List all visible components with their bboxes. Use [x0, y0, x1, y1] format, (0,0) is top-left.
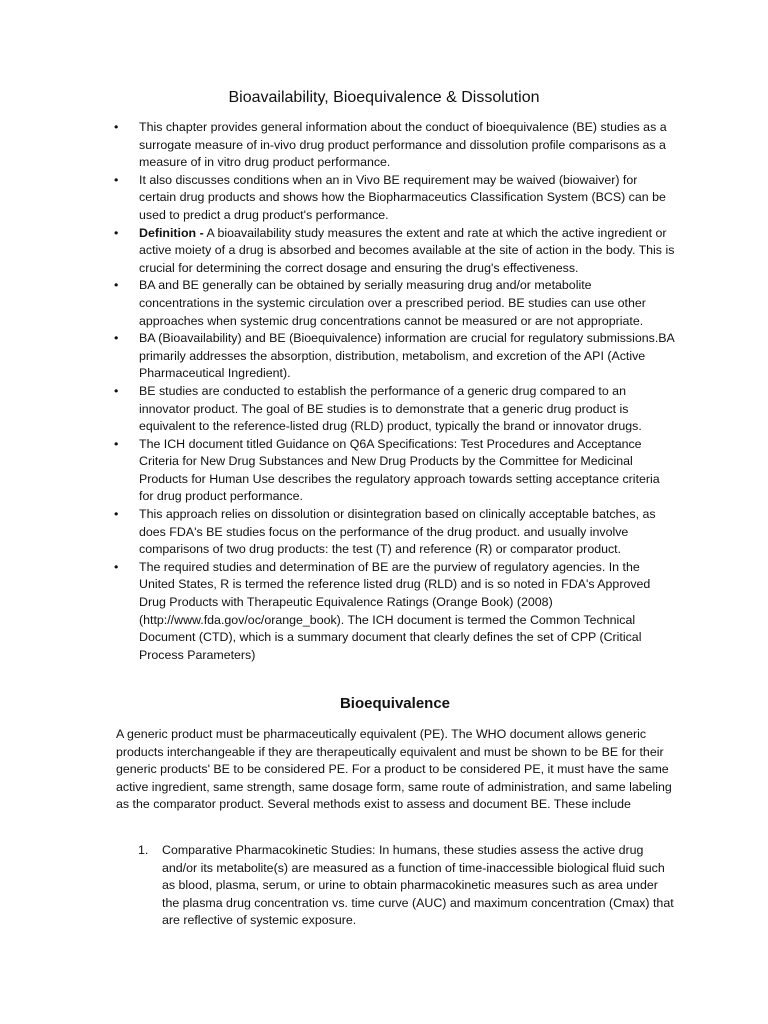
list-item-text: BE studies are conducted to establish the performance of a generic drug compared to an innovator product. The goal of BE studies is to demonstrate that a generic drug product is equivalent to the reference-listed drug (RLD) product, typically the brand or innovator drugs.	[139, 383, 642, 434]
list-item-text: A bioavailability study measures the extent and rate at which the active ingredient or active moiety of a drug is absorbed and becomes available at the site of action in the body. This is crucial for determining the correct dosage and ensuring the drug's effectiveness.	[139, 225, 675, 275]
bullet-icon: •	[114, 436, 119, 451]
list-item-text: It also discusses conditions when an in Vivo BE requirement may be waived (biowaiver) for certain drug products and shows how the Biopharmaceutics Classification System (BCS) can be used to predict a drug product's performance.	[139, 172, 666, 222]
bullet-icon: •	[114, 559, 119, 574]
list-item-text: This approach relies on dissolution or disintegration based on clinically acceptable batches, as does FDA's BE studies focus on the performance of the drug product. and usually involve comparisons of two drug products: the test (T) and reference (R) or comparator product.	[139, 507, 656, 557]
list-item-text: The required studies and determination of BE are the purview of regulatory agencies. In the United States, R is termed the reference listed drug (RLD) and is so noted in FDA's Approved Drug Products with Therapeutic Equivalence Ratings (Orange Book) (2008) (http://www.fda.gov/oc/orange_book). The ICH document is termed the Common Technical Document (CTD), which is a summary document that clearly defines the set of CPP (Critical Process Parameters)	[139, 559, 651, 662]
list-item-text: BA and BE generally can be obtained by serially measuring drug and/or metabolite concentrations in the systemic circulation over a prescribed period. BE studies can use other approaches when systemic drug concentrations cannot be measured or are not appropriate.	[139, 278, 646, 328]
list-item	[0, 172, 675, 225]
list-item-text: The ICH document titled Guidance on Q6A Specifications: Test Procedures and Acceptance Criteria for New Drug Substances and New Drug Products by the Committee for Medicinal Products for Human Use describes the regulatory approach towards setting acceptance criteria for drug product performance.	[139, 436, 660, 504]
list-item-text: This chapter provides general information about the conduct of bioequivalence (BE) studies as a surrogate measure of in-vivo drug product performance and dissolution profile comparisons as a measure of in vitro drug product performance.	[139, 120, 667, 170]
bullet-icon: •	[114, 507, 119, 522]
bullet-icon: •	[114, 278, 119, 293]
list-item	[0, 119, 675, 172]
list-item	[0, 225, 675, 278]
section-heading: Bioequivalence	[339, 695, 451, 712]
item-lead: Comparative Pharmacokinetic Studies:	[162, 843, 376, 857]
list-item	[0, 277, 675, 330]
item-text: In humans, these studies assess the active drug and/or its metabolite(s) are measured as a function of time-inaccessible biological fluid such as blood, plasma, serum, or urine to obtain pharmacokinetic measures such as area under the plasma drug concentration vs. time curve (AUC) and maximum concentration (Cmax) that are reflective of systemic exposure.	[162, 843, 674, 928]
list-item-text: BA (Bioavailability) and BE (Bioequivalence) information are crucial for regulatory submissions.BA primarily addresses the absorption, distribution, metabolism, and excretion of the API (Active Pharmaceutical Ingredient).	[139, 331, 675, 381]
list-item	[0, 559, 675, 665]
list-item	[0, 506, 675, 559]
numbered-list	[0, 842, 676, 930]
bullet-icon: •	[114, 120, 119, 134]
bullet-icon: •	[114, 331, 119, 346]
list-item-bold-lead: Definition -	[139, 225, 204, 240]
bullet-list	[0, 119, 675, 664]
bullet-icon: •	[114, 225, 119, 240]
list-item	[0, 383, 675, 436]
bullet-icon: •	[114, 383, 119, 398]
item-number: 1.	[138, 843, 149, 857]
list-item	[0, 330, 675, 383]
list-item	[0, 436, 675, 506]
section-paragraph: A generic product must be pharmaceutically equivalent (PE). The WHO document allows generic products interchangeable if they are therapeutically equivalent and must be shown to be BE for their generic products' BE to be considered PE. For a product to be considered PE, it must have the same active ingredient, same strength, same dosage form, same route of administration, and same labeling as the comparator product. Several methods exist to assess and document BE. These include	[116, 727, 672, 812]
bullet-icon: •	[114, 172, 119, 187]
numbered-item	[0, 842, 676, 930]
document-title: Bioavailability, Bioequivalence & Dissolution	[228, 89, 540, 106]
